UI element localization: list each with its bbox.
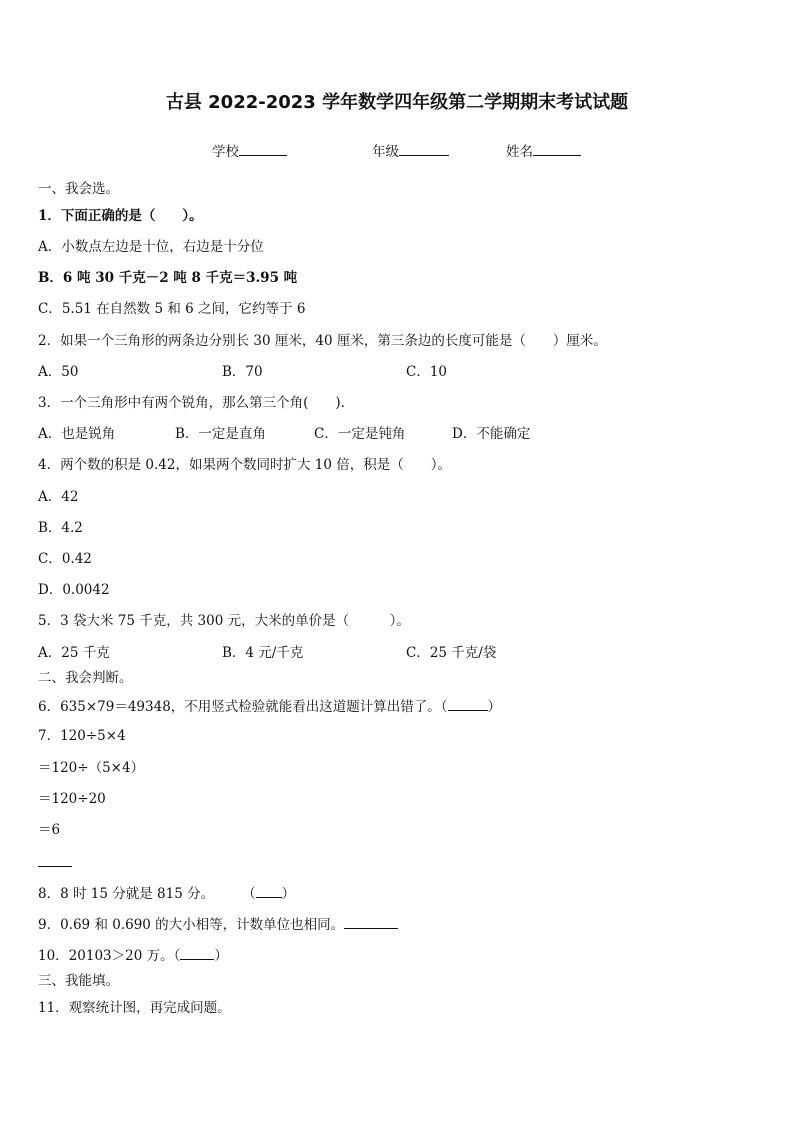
name-field [506,140,581,160]
question-10-answer-blank[interactable] [180,945,214,960]
question-8-text: 8．8 时 15 分就是 815 分。 [38,886,215,902]
question-2-options [38,363,758,381]
question-4-option-d[interactable]: D．0.0042 [38,582,110,598]
question-4-option-c[interactable]: C．0.42 [38,551,92,567]
question-6-paren-open: （ [440,699,448,715]
page-title: 古县 2022-2023 学年数学四年级第二学期期末考试试题 [165,92,629,113]
question-7-answer-blank[interactable] [38,866,72,867]
question-10-paren-close: ） [214,948,228,964]
question-3-option-b[interactable]: B．一定是直角 [175,426,266,442]
question-5-options [38,644,758,662]
question-3-stem: 3．一个三角形中有两个锐角，那么第三个角( ). [38,395,345,411]
question-8 [38,883,295,903]
question-1-option-a[interactable]: A．小数点左边是十位，右边是十分位 [38,239,264,255]
question-5-stem: 5．3 袋大米 75 千克，共 300 元，大米的单价是（ ）。 [38,613,410,629]
section-1-heading: 一、我会选。 [38,181,119,197]
question-5-option-a[interactable]: A．25 千克 [38,645,110,661]
question-3-options [38,425,758,443]
question-8-paren-open: （ [242,886,256,902]
question-7-line-3: ＝120÷20 [38,791,106,807]
question-9-text: 9．0.69 和 0.690 的大小相等，计数单位也相同。 [38,917,345,933]
question-7-line-2: ＝120÷（5×4） [38,760,145,776]
question-3-option-c[interactable]: C．一定是钝角 [314,426,406,442]
school-label: 学校 [212,144,239,160]
question-2-option-b[interactable]: B．70 [222,364,263,380]
school-field [212,140,287,160]
question-9-answer-blank[interactable] [344,914,398,929]
question-1-stem: 1．下面正确的是（ ）。 [38,208,203,224]
grade-label: 年级 [372,144,399,160]
question-6 [38,696,501,716]
section-2-heading: 二、我会判断。 [38,670,133,686]
section-3-heading: 三、我能填。 [38,973,119,989]
question-4-stem: 4．两个数的积是 0.42，如果两个数同时扩大 10 倍，积是（ ）。 [38,457,451,473]
question-7-line-4: ＝6 [38,822,61,838]
grade-field [372,140,449,160]
question-2-option-a[interactable]: A．50 [38,364,79,380]
question-8-paren-close: ） [281,886,296,902]
question-4-option-a[interactable]: A．42 [38,489,79,505]
school-blank[interactable] [239,141,287,156]
name-blank[interactable] [533,141,581,156]
question-2-option-c[interactable]: C．10 [406,364,448,380]
question-4-option-b[interactable]: B．4.2 [38,520,83,536]
question-10 [38,945,228,965]
student-info-row [0,140,794,160]
question-2-stem: 2．如果一个三角形的两条边分别长 30 厘米，40 厘米，第三条边的长度可能是（ ）厘米。 [38,333,607,349]
question-10-text: 10．20103＞20 万。 [38,948,174,964]
question-6-text: 6．635×79＝49348，不用竖式检验就能看出这道题计算出错了。 [38,699,441,715]
question-11-text: 11．观察统计图，再完成问题。 [38,1000,231,1016]
question-5-option-b[interactable]: B．4 元/千克 [222,645,304,661]
name-label: 姓名 [506,144,533,160]
question-1-option-b[interactable]: B．6 吨 30 千克－2 吨 8 千克＝3.95 吨 [38,270,298,286]
question-3-option-d[interactable]: D．不能确定 [452,426,531,442]
question-9 [38,914,398,934]
grade-blank[interactable] [399,141,449,156]
question-7-line-1: 7．120÷5×4 [38,728,126,744]
question-1-option-c[interactable]: C．5.51 在自然数 5 和 6 之间，它约等于 6 [38,301,306,317]
question-6-answer-blank[interactable] [448,696,488,711]
question-10-paren-open: （ [173,948,181,964]
question-6-paren-close: ） [487,699,502,715]
question-8-answer-blank[interactable] [256,883,282,898]
question-5-option-c[interactable]: C．25 千克/袋 [406,645,497,661]
question-3-option-a[interactable]: A．也是锐角 [38,426,116,442]
